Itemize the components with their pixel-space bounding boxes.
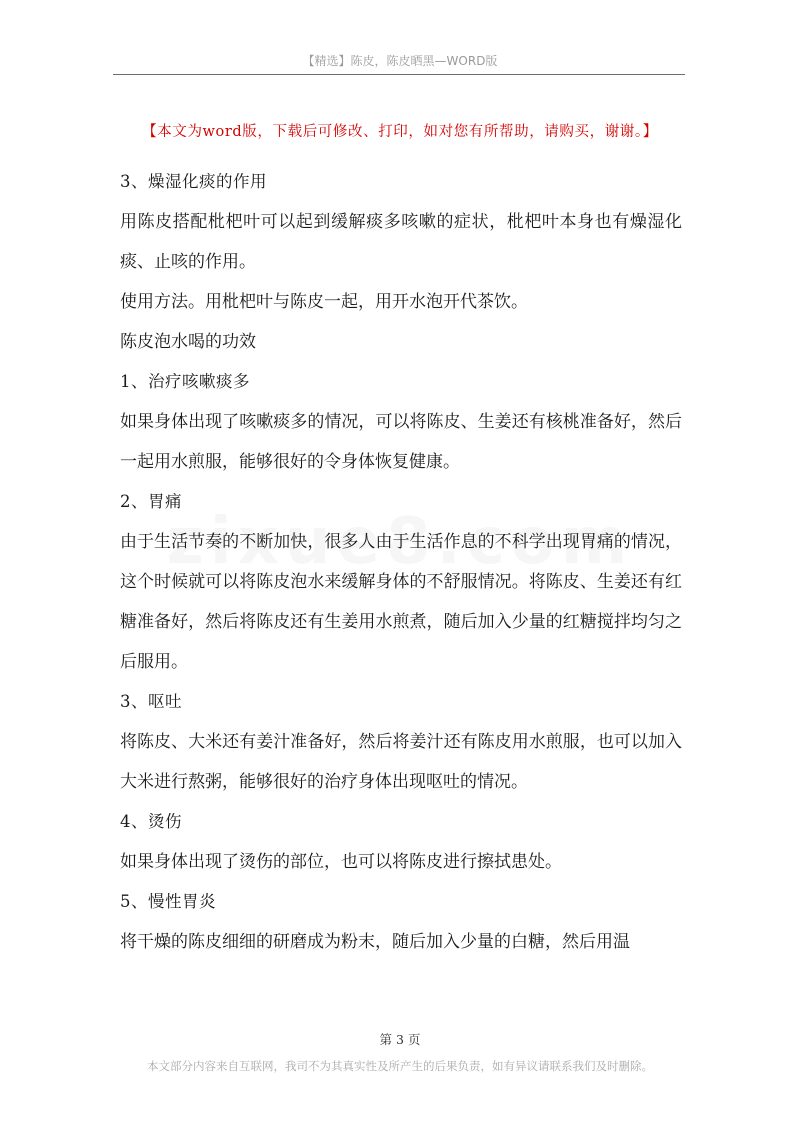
page-number: 第 3 页 [379, 1032, 421, 1047]
section-heading: 5、慢性胃炎 [120, 892, 216, 911]
paragraph: 将陈皮、大米还有姜汁准备好，然后将姜汁还有陈皮用水煎服，也可以加入大米进行熬粥，能够很好的治疗身体出现呕吐的情况。 [120, 732, 682, 792]
section-heading: 陈皮泡水喝的功效 [120, 332, 256, 352]
running-header: 【精选】陈皮，陈皮晒黑—WORD版 [302, 54, 498, 68]
purchase-notice: 【本文为word版，下载后可修改、打印，如对您有所帮助，请购买，谢谢。】 [142, 124, 658, 140]
header-divider [113, 74, 685, 75]
paragraph: 如果身体出现了烫伤的部位，也可以将陈皮进行擦拭患处。 [120, 852, 562, 872]
section-heading: 3、燥湿化痰的作用 [120, 172, 267, 191]
paragraph: 将干燥的陈皮细细的研磨成为粉末，随后加入少量的白糖，然后用温 [120, 932, 630, 952]
section-heading: 2、胃痛 [120, 492, 182, 511]
document-body [120, 162, 682, 962]
section-heading: 3、呕吐 [120, 692, 182, 711]
paragraph: 用陈皮搭配枇杷叶可以起到缓解痰多咳嗽的症状，枇杷叶本身也有燥湿化痰、止咳的作用。 [120, 212, 682, 272]
footer-disclaimer: 本文部分内容来自互联网，我司不为其真实性及所产生的后果负责，如有异议请联系我们及时删除。 [147, 1059, 653, 1073]
section-heading: 1、治疗咳嗽痰多 [120, 372, 250, 391]
paragraph: 如果身体出现了咳嗽痰多的情况，可以将陈皮、生姜还有核桃准备好，然后一起用水煎服，能够很好的令身体恢复健康。 [120, 412, 682, 472]
paragraph: 使用方法。用枇杷叶与陈皮一起，用开水泡开代茶饮。 [120, 292, 528, 312]
paragraph: 由于生活节奏的不断加快，很多人由于生活作息的不科学出现胃痛的情况，这个时候就可以将陈皮泡水来缓解身体的不舒服情况。将陈皮、生姜还有红糖准备好，然后将陈皮还有生姜用水煎煮，随后加入少量的红糖搅拌均匀之后服用。 [120, 532, 682, 672]
section-heading: 4、烫伤 [120, 812, 182, 831]
